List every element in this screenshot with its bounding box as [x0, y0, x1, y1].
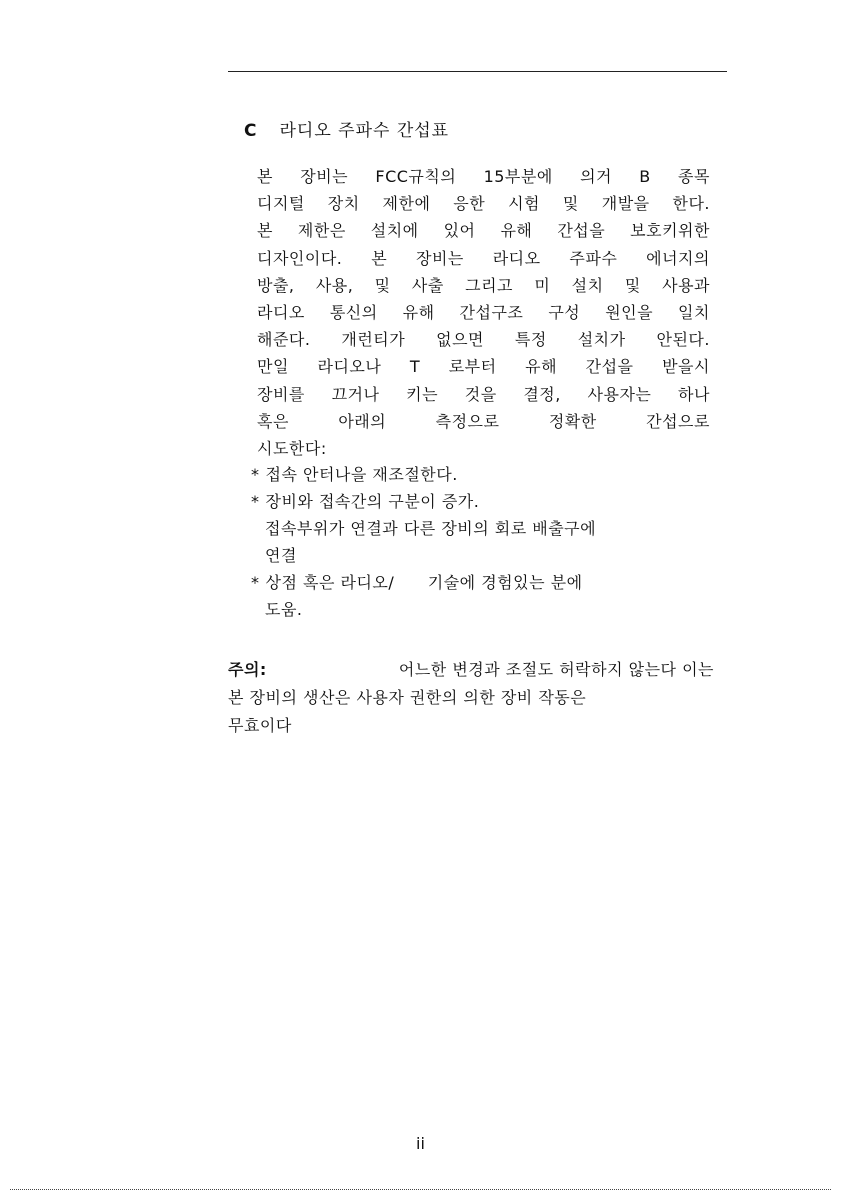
- paragraph-word: 구성: [548, 302, 581, 322]
- paragraph-word: FCC규칙의: [375, 167, 457, 186]
- paragraph-word: 해준다.: [257, 330, 311, 350]
- list-item-text: 장비와 접속간의 구분이 증가.: [265, 492, 480, 511]
- paragraph-word: 주파수: [569, 248, 618, 268]
- paragraph-word: 받을시: [662, 357, 710, 377]
- paragraph-word: 응한: [453, 194, 486, 214]
- paragraph-word: 것을: [464, 384, 497, 404]
- paragraph-word: 간섭구조: [459, 302, 524, 322]
- paragraph-line: [257, 217, 710, 244]
- list-item: [251, 542, 711, 569]
- paragraph-line: [257, 381, 710, 408]
- paragraph-word: 사용자는: [587, 384, 652, 404]
- list-item-text: 도움.: [265, 600, 303, 619]
- paragraph-word: 없으면: [436, 330, 484, 350]
- paragraph-word: 일치: [678, 302, 710, 322]
- paragraph-word: 원인을: [605, 302, 654, 322]
- paragraph-word: 장비는: [416, 248, 464, 268]
- paragraph-line: [257, 353, 710, 380]
- paragraph-line: [257, 435, 710, 462]
- paragraph-word: 키는: [406, 384, 439, 404]
- paragraph-word: 만일: [257, 357, 289, 377]
- paragraph-word: 라디오: [492, 248, 541, 268]
- paragraph-line: [257, 326, 710, 353]
- paragraph-word: 끄거나: [331, 384, 380, 404]
- paragraph-word: 시도한다:: [257, 438, 327, 458]
- note-line: [228, 712, 714, 740]
- list-item-text: 연결: [265, 546, 297, 565]
- paragraph-word: 결정,: [523, 384, 561, 404]
- note-line: [228, 684, 714, 712]
- paragraph-word: 라디오: [257, 302, 305, 322]
- paragraph-word: 제한은: [297, 221, 346, 241]
- paragraph-word: 혹은: [257, 411, 289, 431]
- paragraph-line: [257, 272, 710, 299]
- header-rule: [228, 71, 727, 72]
- paragraph-word: 로부터: [448, 357, 497, 377]
- paragraph-word: 설치에: [370, 221, 419, 241]
- caution-note: [228, 656, 714, 740]
- paragraph-word: 안된다.: [656, 330, 710, 350]
- paragraph-line: [257, 190, 710, 217]
- list-item-text: 접속 안터나을 재조절한다.: [265, 465, 458, 484]
- paragraph-word: 라디오나: [317, 357, 382, 377]
- paragraph-word: 본: [257, 167, 273, 186]
- paragraph-word: 유해: [500, 221, 533, 241]
- paragraph-word: T: [409, 357, 421, 377]
- paragraph-word: 방출,: [257, 275, 295, 295]
- paragraph-word: 개발을: [601, 194, 650, 214]
- paragraph-word: 장비는: [300, 167, 349, 186]
- list-item: [251, 461, 711, 488]
- note-text: 본 장비의 생산은 사용자 권한의 의한 장비 작동은: [228, 688, 587, 707]
- note-line: [228, 656, 714, 684]
- list-item-text: 상점 혹은 라디오/ 기술에 경험있는 분에: [265, 573, 583, 592]
- paragraph-word: 통신의: [329, 302, 378, 322]
- paragraph-line: [257, 299, 710, 326]
- paragraph-word: 정확한: [548, 411, 597, 431]
- paragraph-word: 측정으로: [435, 411, 500, 431]
- paragraph-word: 미: [534, 275, 551, 295]
- list-item: [251, 596, 711, 623]
- paragraph-word: 및: [562, 194, 579, 214]
- bullet-marker: *: [251, 573, 260, 592]
- measures-list: [251, 461, 711, 623]
- paragraph-word: 제한에: [382, 194, 431, 214]
- list-item: [251, 488, 711, 515]
- paragraph-word: 설치: [571, 275, 604, 295]
- paragraph-word: 본: [257, 221, 273, 241]
- page-number: ii: [416, 1134, 425, 1153]
- paragraph-word: 사용,: [315, 275, 354, 295]
- list-item: [251, 569, 711, 596]
- paragraph-word: B: [639, 167, 651, 186]
- paragraph-word: 15부분에: [483, 167, 553, 186]
- paragraph-word: 간섭을: [557, 221, 606, 241]
- paragraph-word: 시험: [508, 194, 541, 214]
- paragraph-line: [257, 245, 710, 272]
- note-label: 주의:: [228, 660, 267, 679]
- paragraph-word: 개런티가: [341, 330, 406, 350]
- section-letter: C: [244, 121, 258, 141]
- paragraph-word: 보호키위한: [630, 221, 710, 241]
- list-item: [251, 515, 711, 542]
- paragraph-word: 및: [374, 275, 391, 295]
- section-heading: [244, 116, 449, 141]
- paragraph-word: 의거: [580, 167, 612, 186]
- paragraph-word: 특정: [514, 330, 547, 350]
- fcc-statement-paragraph: [257, 163, 710, 462]
- paragraph-word: 디지털: [257, 194, 305, 214]
- paragraph-word: 간섭으로: [646, 411, 710, 431]
- paragraph-word: 장치: [327, 194, 360, 214]
- paragraph-word: 있어: [443, 221, 476, 241]
- paragraph-word: 한다.: [672, 194, 710, 214]
- paragraph-word: 본: [371, 248, 388, 268]
- footer-rule: [10, 1189, 831, 1190]
- paragraph-word: 그리고: [465, 275, 514, 295]
- section-title: 라디오 주파수 간섭표: [279, 121, 450, 141]
- paragraph-word: 및: [624, 275, 641, 295]
- bullet-marker: *: [251, 465, 260, 484]
- paragraph-word: 유해: [402, 302, 435, 322]
- paragraph-word: 설치가: [577, 330, 626, 350]
- list-item-text: 접속부위가 연결과 다른 장비의 회로 배출구에: [265, 519, 597, 538]
- paragraph-word: 간섭을: [585, 357, 634, 377]
- paragraph-word: 디자인이다.: [257, 248, 343, 268]
- bullet-marker: *: [251, 492, 260, 511]
- paragraph-word: 종목: [678, 167, 710, 186]
- paragraph-line: [257, 408, 710, 435]
- paragraph-word: 에너지의: [646, 248, 710, 268]
- paragraph-line: [257, 163, 710, 190]
- paragraph-word: 유해: [525, 357, 558, 377]
- paragraph-word: 아래의: [338, 411, 387, 431]
- note-text: 어느한 변경과 조절도 허락하지 않는다 이는: [398, 660, 714, 679]
- paragraph-word: 하나: [678, 384, 710, 404]
- note-text: 무효이다: [228, 716, 292, 735]
- paragraph-word: 사용과: [662, 275, 710, 295]
- paragraph-word: 장비를: [257, 384, 305, 404]
- paragraph-word: 사출: [411, 275, 444, 295]
